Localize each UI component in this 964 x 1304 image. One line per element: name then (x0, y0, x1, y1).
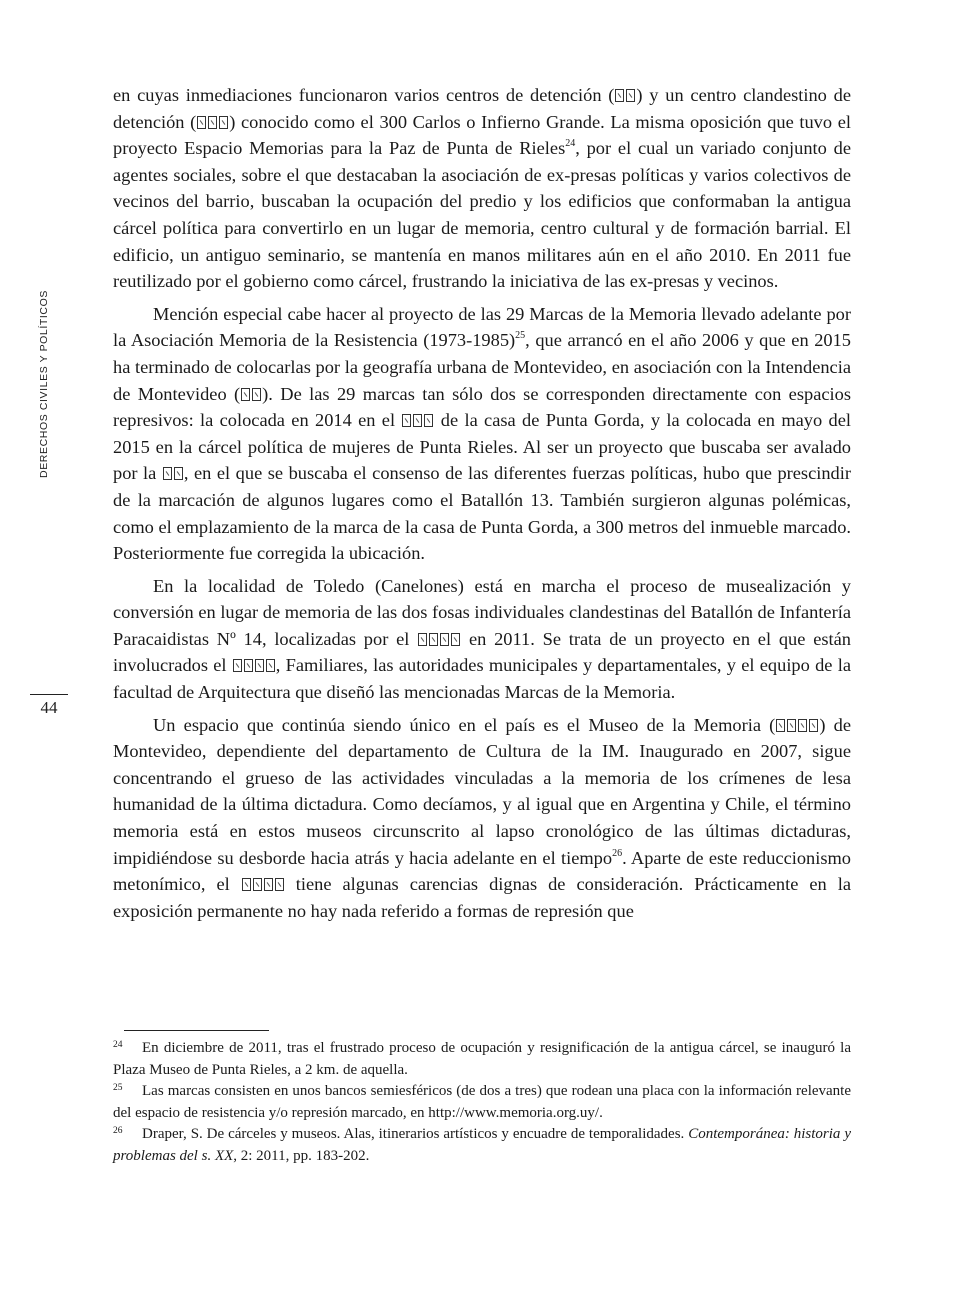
footnote-25: 25 Las marcas consisten en unos bancos semiesféricos (de dos a tres) que rodean una placa con la información relevante del espacio de resistencia y/o represión marcado, en http://www.memoria.org.uy/. (113, 1083, 851, 1121)
paragraph-1: en cuyas inmediaciones funcionaron varios centros de detención ( ) y un centro clandestino de detención ( ) conocido como el 300 Carlos o Infierno Grande. La misma oposición que tuvo el proyecto Espacio Memorias para la Paz de Punta de Rieles$^{24}$, por el cual un variado conjunto de agentes sociales, sobre el que destacaban la asociación de ex-presas políticas y varios colectivos de vecinos del barrio, buscaban la ocupación del predio y los edificios que conformaban la antigua cárcel política para convertirlo en un lugar de memoria, centro cultural y de formación barrial. El edificio, un antiguo seminario, se mantenía en manos militares aún en el año 2010. En 2011 fue reutilizado por el gobierno como cárcel, frustrando la iniciativa de las ex-presas y vecinos. (113, 85, 851, 292)
footnote-26: 26 Draper, S. De cárceles y museos. Alas, itinerarios artísticos y encuadre de temporalidades. Contemporánea: historia y problemas del s. XX, 2: 2011, pp. 183-202. (113, 1126, 851, 1164)
missing-glyph-box (402, 414, 411, 427)
missing-glyph-box (440, 633, 449, 646)
missing-glyph-box (208, 116, 217, 129)
missing-glyph-box (266, 659, 275, 672)
footnote-journal-title: Contemporánea: historia y problemas del s. XX (113, 1126, 851, 1164)
footnote-ref-26: 26 (612, 847, 623, 859)
missing-glyph-box (424, 414, 433, 427)
footnote-text-end: , 2: 2011, pp. 183-202. (233, 1147, 370, 1164)
missing-glyph-box (244, 659, 253, 672)
page-number: 44 (40, 698, 58, 717)
footnote-text: En diciembre de 2011, tras el frustrado proceso de ocupación y resignificación de la antigua cárcel, se inauguró la Plaza Museo de Punta Rieles, a 2 km. de aquella. (113, 1040, 851, 1078)
missing-glyph-box (776, 719, 785, 732)
missing-glyph-box (275, 878, 284, 891)
missing-glyph-box (429, 633, 438, 646)
missing-glyph-box (615, 89, 624, 102)
paragraph-3: En la localidad de Toledo (Canelones) está en marcha el proceso de musealización y conversión en lugar de memoria de las dos fosas individuales clandestinas del Batallón de Infantería Paracaidistas Nº 14, localizadas por el en 2011. Se trata de un proyecto en el que están involucrados el , Familiares, las autoridades municipales y departamentales, y el equipo de la facultad de Arquitectura que diseñó las mencionadas Marcas de la Memoria. (113, 575, 851, 703)
missing-glyph-box (174, 467, 183, 480)
footnote-text: Draper, S. De cárceles y museos. Alas, itinerarios artísticos y encuadre de temporalidades. (142, 1126, 689, 1143)
missing-glyph-box (219, 116, 228, 129)
missing-glyph-box (233, 659, 242, 672)
missing-glyph-box (418, 633, 427, 646)
missing-glyph-box (255, 659, 264, 672)
page-number-rule (30, 694, 68, 695)
missing-glyph-box (798, 719, 807, 732)
missing-glyph-box (413, 414, 422, 427)
missing-glyph-box (264, 878, 273, 891)
missing-glyph-box (252, 388, 261, 401)
missing-glyph-box (451, 633, 460, 646)
missing-glyph-box (809, 719, 818, 732)
footnote-ref-25: 25 (515, 330, 526, 342)
missing-glyph-box (787, 719, 796, 732)
footnote-24: 24 En diciembre de 2011, tras el frustrado proceso de ocupación y resignificación de la antigua cárcel, se inauguró la Plaza Museo de Punta Rieles, a 2 km. de aquella. (113, 1040, 851, 1078)
missing-glyph-box (197, 116, 206, 129)
missing-glyph-box (626, 89, 635, 102)
missing-glyph-box (242, 878, 251, 891)
paragraph-4: Un espacio que continúa siendo único en el país es el Museo de la Memoria ( ) de Montevideo, dependiente del departamento de Cultura de la IM. Inaugurado en 2007, sigue concentrando el grueso de las actividades vinculadas a la memoria de los crímenes de lesa humanidad de la última dictadura. Como decíamos, y al igual que en Argentina y Chile, el término memoria está en estos museos circunscrito al lapso cronológico de las últimas dictaduras, impidiéndose su desborde hacia atrás y hacia adelante en el tiempo$^{26}$. Aparte de este reduccionismo metonímico, el tiene algunas carencias dignas de consideración. Prácticamente en la exposición permanente no hay nada referido a formas de represión que (113, 714, 852, 921)
footnote-text: Las marcas consisten en unos bancos semiesféricos (de dos a tres) que rodean una placa con la información relevante del espacio de resistencia y/o represión marcado, en http://www.memoria.org.uy/. (113, 1083, 851, 1121)
footnote-separator (124, 1030, 269, 1031)
running-section-title: DERECHOS CIVILES Y POLÍTICOS (38, 290, 50, 478)
footnote-ref-24: 24 (565, 138, 576, 150)
main-text (113, 82, 851, 930)
missing-glyph-box (241, 388, 250, 401)
missing-glyph-box (163, 467, 172, 480)
missing-glyph-box (253, 878, 262, 891)
footnotes (113, 1038, 851, 1168)
paragraph-2: Mención especial cabe hacer al proyecto de las 29 Marcas de la Memoria llevado adelante por la Asociación Memoria de la Resistencia (1973-1985)$^{25}$, que arrancó en el año 2006 y que en 2015 ha terminado de colocarlas por la geografía urbana de Montevideo, en asociación con la Intendencia de Montevideo ( ). De las 29 marcas tan sólo dos se corresponden directamente con espacios represivos: la colocada en 2014 en el de la casa de Punta Gorda, y la colocada en mayo del 2015 en la cárcel política de mujeres de Punta Rieles. Al ser un proyecto que buscaba ser avalado por la , en el que se buscaba el consenso de las diferentes fuerzas políticas, hubo que prescindir de la marcación de algunos lugares como el Batallón 13. También surgieron algunas polémicas, como el emplazamiento de la marca de la casa de Punta Gorda, a 300 metros del inmueble marcado. Posteriormente fue corregida la ubicación. (113, 303, 851, 564)
